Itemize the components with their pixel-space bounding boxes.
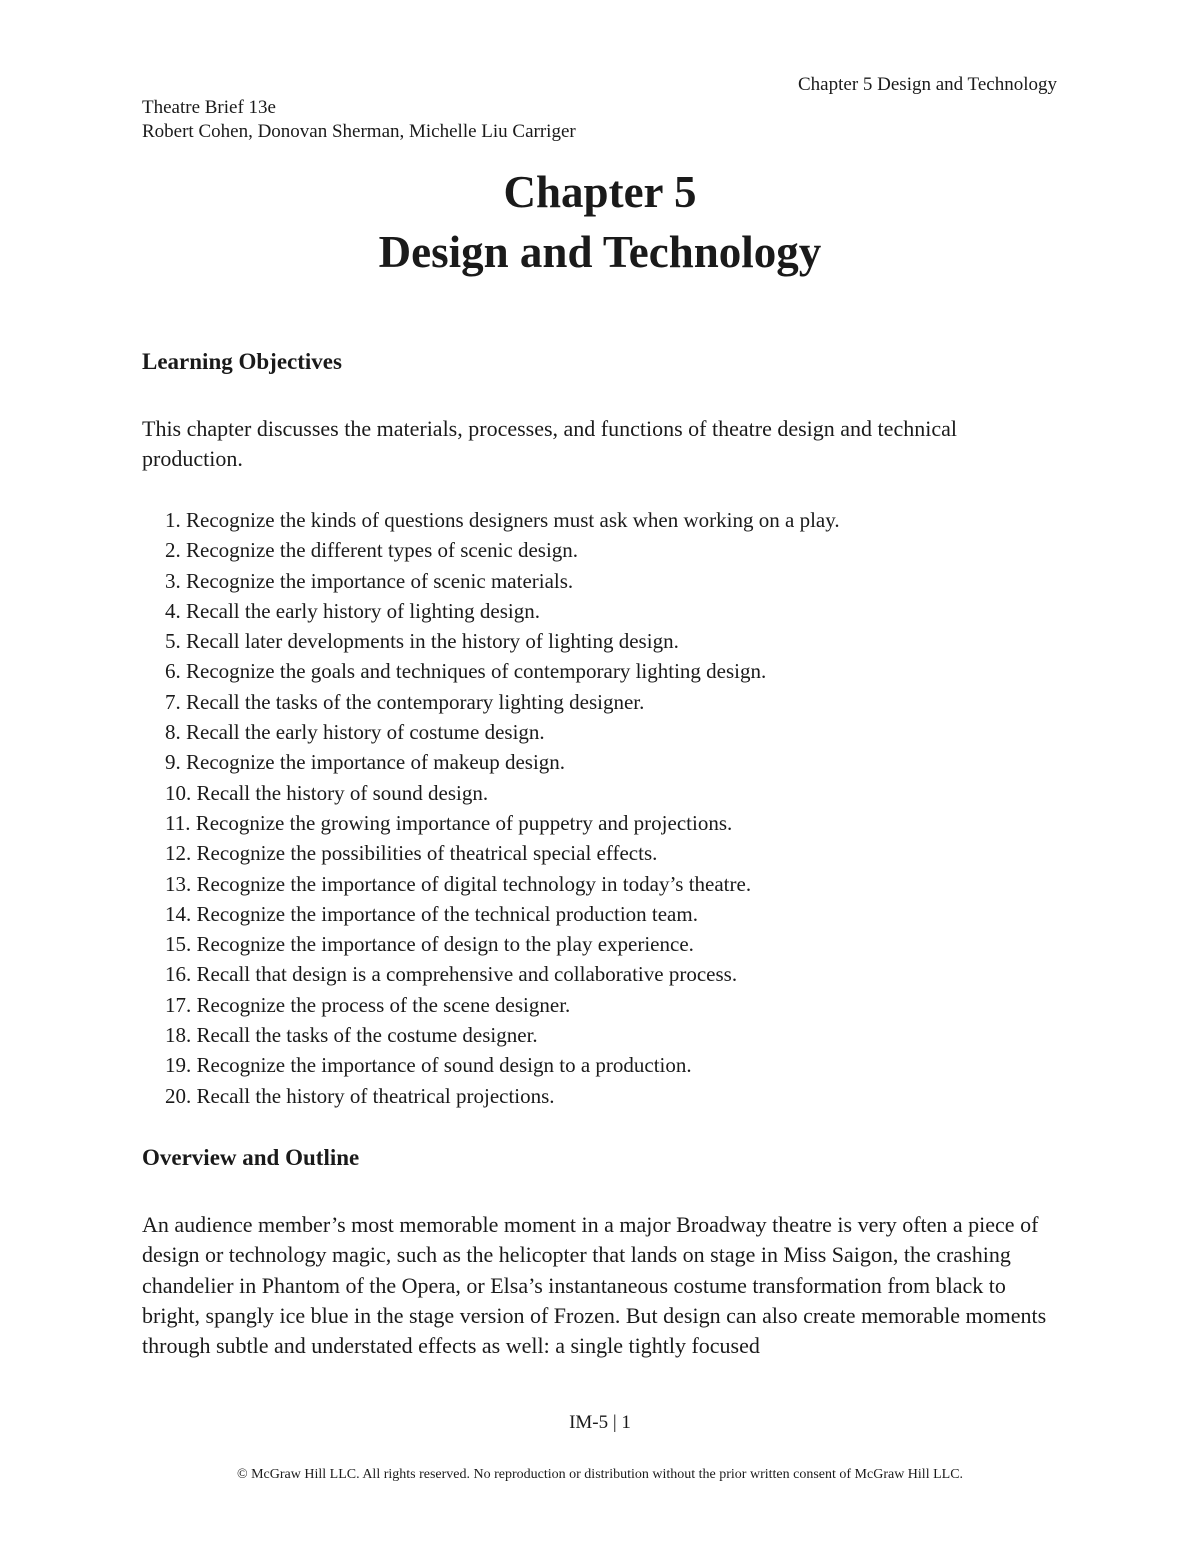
objective-text: Recognize the different types of scenic design. — [186, 538, 579, 563]
objective-item — [165, 656, 840, 686]
copyright-notice: © McGraw Hill LLC. All rights reserved. No reproduction or distribution without the prior written consent of McGraw Hill LLC. — [236, 1467, 964, 1482]
objective-text: Recall later developments in the history of lighting design. — [186, 629, 679, 654]
objective-item — [165, 596, 840, 626]
objective-item — [165, 1050, 840, 1080]
objective-item — [165, 808, 840, 838]
objective-item — [165, 687, 840, 717]
objective-number: 10. — [165, 780, 192, 805]
objective-item — [165, 1020, 840, 1050]
objective-number: 5. — [165, 629, 181, 654]
objective-item — [165, 899, 840, 929]
objective-number: 13. — [165, 871, 192, 896]
objective-number: 9. — [165, 750, 181, 775]
objective-number: 6. — [165, 659, 181, 684]
objective-number: 17. — [165, 992, 192, 1017]
objective-item — [165, 566, 840, 596]
objective-number: 18. — [165, 1023, 192, 1048]
objective-item — [165, 778, 840, 808]
objective-number: 15. — [165, 932, 192, 957]
objective-item — [165, 838, 840, 868]
objective-number: 1. — [165, 508, 181, 532]
objective-item — [165, 1081, 840, 1111]
objective-number: 20. — [165, 1083, 192, 1108]
objective-item — [165, 626, 840, 656]
objective-text: Recognize the importance of sound design to a production. — [196, 1053, 692, 1078]
objective-text: Recall the tasks of the contemporary lighting designer. — [186, 689, 645, 714]
learning-objectives-list — [165, 505, 840, 1111]
objective-number: 2. — [165, 538, 181, 563]
objective-number: 7. — [165, 689, 181, 714]
book-info — [142, 96, 576, 144]
objective-item — [165, 535, 840, 565]
objective-text: Recognize the importance of scenic materials. — [186, 568, 574, 593]
objective-number: 4. — [165, 598, 181, 623]
objective-number: 11. — [165, 810, 191, 835]
objective-text: Recognize the process of the scene designer. — [196, 992, 571, 1017]
objective-number: 12. — [165, 841, 192, 866]
objective-item — [165, 929, 840, 959]
objective-number: 8. — [165, 720, 181, 745]
objective-number: 3. — [165, 568, 181, 593]
objective-text: Recognize the possibilities of theatrical special effects. — [196, 841, 658, 866]
book-authors: Robert Cohen, Donovan Sherman, Michelle Liu Carriger — [142, 121, 576, 142]
objective-text: Recognize the importance of the technical production team. — [196, 901, 698, 926]
objective-text: Recognize the goals and techniques of contemporary lighting design. — [186, 659, 767, 684]
objective-number: 19. — [165, 1053, 192, 1078]
objective-text: Recall that design is a comprehensive and collaborative process. — [196, 962, 738, 987]
objective-text: Recall the history of sound design. — [196, 780, 489, 805]
overview-heading: Overview and Outline — [142, 1145, 360, 1170]
learning-objectives-intro: This chapter discusses the materials, processes, and functions of theatre design and technical production. — [142, 416, 957, 472]
objective-text: Recall the early history of lighting design. — [186, 598, 541, 623]
page-number: IM-5 | 1 — [569, 1412, 631, 1433]
chapter-name: Design and Technology — [378, 227, 822, 277]
objective-item — [165, 869, 840, 899]
objective-text: Recognize the importance of makeup design. — [186, 750, 566, 775]
objective-item — [165, 959, 840, 989]
objective-text: Recall the tasks of the costume designer. — [196, 1023, 538, 1048]
book-title: Theatre Brief 13e — [142, 97, 276, 118]
chapter-number: Chapter 5 — [503, 167, 697, 217]
objective-item — [165, 990, 840, 1020]
objective-text: Recognize the importance of digital technology in today’s theatre. — [196, 871, 752, 896]
objective-item — [165, 747, 840, 777]
objective-item — [165, 505, 840, 535]
objective-number: 14. — [165, 901, 192, 926]
chapter-title — [0, 162, 1200, 282]
objective-text: Recall the history of theatrical projections. — [196, 1083, 555, 1108]
objective-text: Recognize the importance of design to the play experience. — [196, 932, 694, 957]
learning-objectives-heading: Learning Objectives — [142, 349, 342, 374]
objective-item — [165, 717, 840, 747]
objective-text: Recall the early history of costume design. — [186, 720, 545, 745]
objective-number: 16. — [165, 962, 192, 987]
overview-paragraph: An audience member’s most memorable moment in a major Broadway theatre is very often a piece of design or technology magic, such as the helicopter that lands on stage in Miss Saigon, the crashing chandelier in Phantom of the Opera, or Elsa’s instantaneous costume transformation from black to bright, spangly ice blue in the stage version of Frozen. But design can also create memorable moments through subtle and understated effects as well: a single tightly focused — [142, 1212, 1047, 1359]
objective-text: Recognize the growing importance of puppetry and projections. — [195, 810, 733, 835]
running-header: Chapter 5 Design and Technology — [798, 74, 1057, 95]
objective-text: Recognize the kinds of questions designers must ask when working on a play. — [186, 508, 840, 532]
